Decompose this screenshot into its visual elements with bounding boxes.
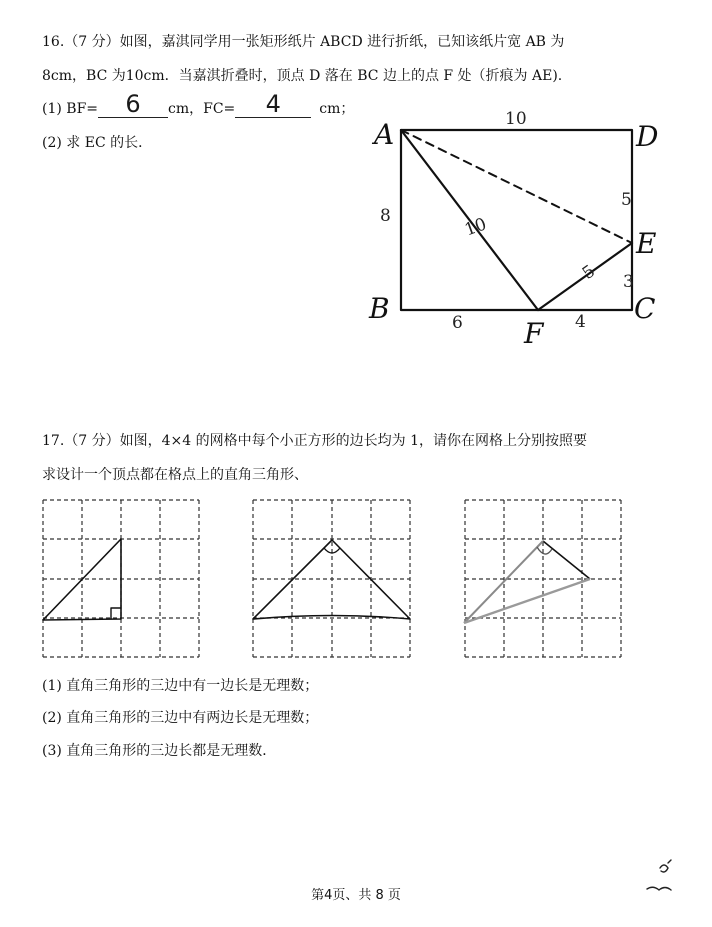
label-ec: 3: [623, 272, 634, 292]
fc-answer: 4: [265, 90, 281, 118]
fc-label: cm，FC=: [168, 101, 236, 117]
label-bf: 6: [452, 313, 463, 333]
grid-3: [465, 500, 621, 657]
vertex-c: C: [634, 292, 656, 325]
label-de: 5: [621, 190, 632, 210]
grid-2: [253, 500, 410, 657]
q16-line1: 16.（7 分）如图，嘉淇同学用一张矩形纸片 ABCD 进行折纸，已知该纸片宽 AB 为: [42, 34, 565, 50]
right-angle-mark-1: [111, 608, 121, 619]
label-ad: 10: [505, 109, 527, 129]
vertex-e: E: [636, 227, 657, 260]
bf-answer: 6: [125, 90, 141, 118]
vertex-b: B: [369, 292, 390, 325]
q17-sub1: (1) 直角三角形的三边中有一边长是无理数；: [42, 678, 319, 694]
q16-line2: 8cm，BC 为10cm．当嘉淇折叠时，顶点 D 落在 BC 边上的点 F 处（折痕为 AE).: [42, 68, 563, 84]
bf-label: (1) BF=: [42, 101, 99, 117]
angle-arc-3: [537, 547, 552, 554]
q17-line1: 17.（7 分）如图，4×4 的网格中每个小正方形的边长均为 1，请你在网格上分别按照要: [42, 433, 587, 449]
vertex-d: D: [636, 120, 659, 153]
label-fc: 4: [575, 312, 586, 332]
label-fe: 5: [578, 261, 600, 284]
vertex-f: F: [524, 317, 544, 350]
label-ab: 8: [380, 206, 391, 226]
page-footer: 第4页、共 8 页: [311, 888, 401, 903]
cm-suffix: cm；: [319, 101, 355, 117]
q17-line2: 求设计一个顶点都在格点上的直角三角形、: [42, 467, 308, 483]
q17-sub2: (2) 直角三角形的三边中有两边长是无理数；: [42, 710, 319, 726]
vertex-a: A: [374, 118, 395, 151]
q16-part2: (2) 求 EC 的长．: [42, 135, 153, 151]
q17-sub3: (3) 直角三角形的三边长都是无理数．: [42, 743, 277, 759]
label-af: 10: [462, 214, 490, 241]
triangle-3: [464, 541, 590, 623]
